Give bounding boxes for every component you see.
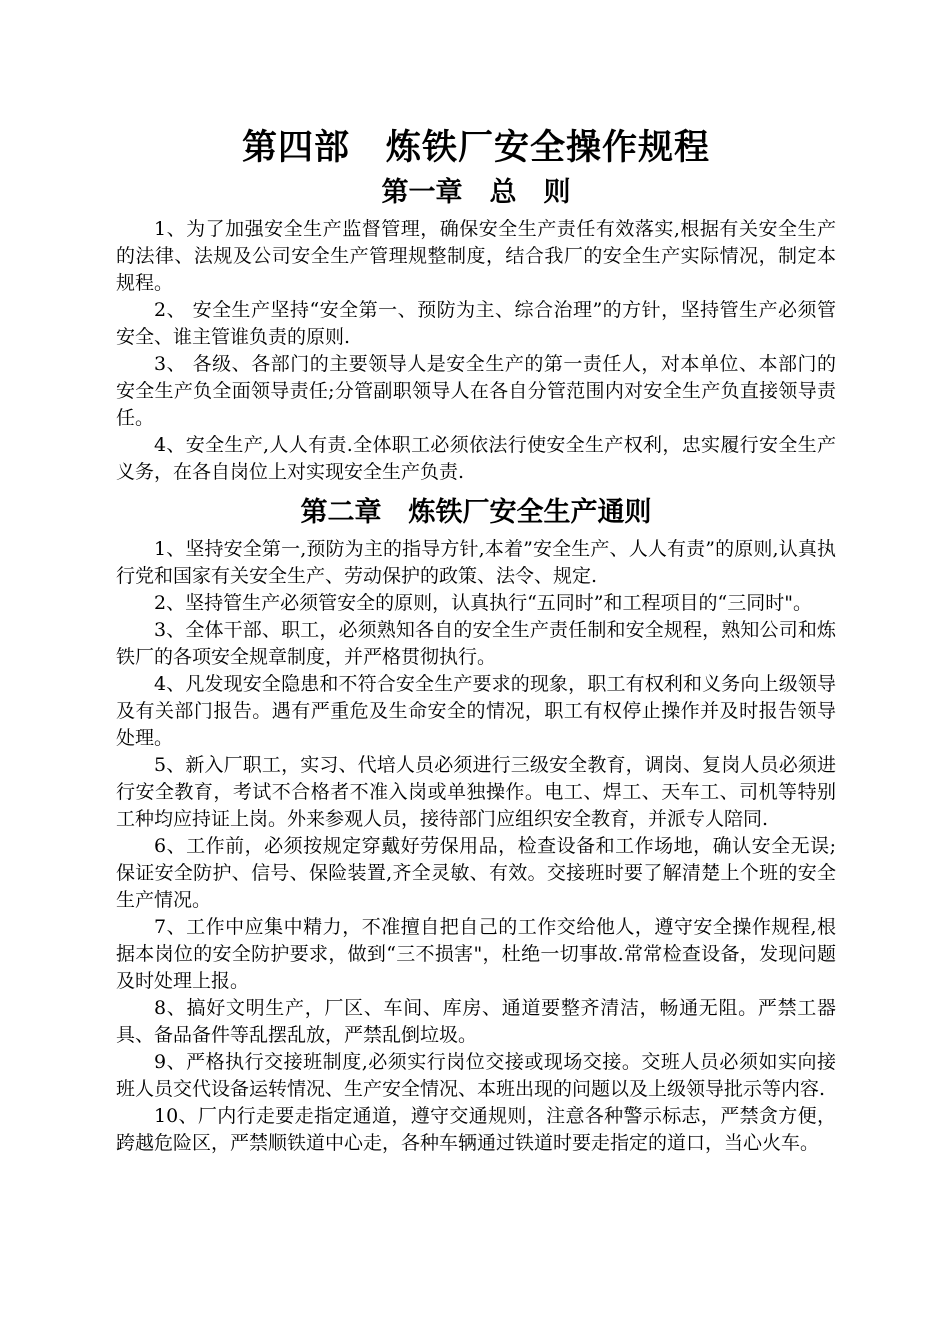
chapter-2 [116,494,836,1157]
chapter-1-paragraph-1: 1、为了加强安全生产监督管理，确保安全生产责任有效落实,根据有关安全生产的法律、法规及公司安全生产管理规整制度，结合我厂的安全生产实际情况，制定本规程。 [116,218,836,294]
document-title: 第四部 炼铁厂安全操作规程 [241,128,710,168]
chapter-1-paragraph-3: 3、 各级、各部门的主要领导人是安全生产的第一责任人，对本单位、本部门的安全生产负全面领导责任;分管副职领导人在各自分管范围内对安全生产负直接领导责任。 [116,353,836,429]
chapter-1-paragraph-4: 4、安全生产,人人有责.全体职工必须依法行使安全生产权利，忠实履行安全生产义务，在各自岗位上对实现安全生产负责. [116,434,836,483]
chapter-2-paragraph-7: 7、工作中应集中精力，不准擅自把自己的工作交给他人，遵守安全操作规程,根据本岗位的安全防护要求，做到“三不损害"，杜绝一切事故.常常检查设备，发现问题及时处理上报。 [116,916,836,992]
chapter-2-paragraph-1: 1、坚持安全第一,预防为主的指导方针,本着”安全生产、人人有责”的原则,认真执行党和国家有关安全生产、劳动保护的政策、法令、规定. [116,538,836,587]
chapter-2-paragraph-6: 6、工作前，必须按规定穿戴好劳保用品，检查设备和工作场地，确认安全无误;保证安全防护、信号、保险装置,齐全灵敏、有效。交接班时要了解清楚上个班的安全生产情况。 [116,835,836,911]
chapter-2-paragraph-10: 10、厂内行走要走指定通道，遵守交通规则，注意各种警示标志，严禁贪方便，跨越危险区，严禁顺铁道中心走，各种车辆通过铁道时要走指定的道口，当心火车。 [116,1105,836,1154]
chapter-2-paragraph-5: 5、新入厂职工，实习、代培人员必须进行三级安全教育，调岗、复岗人员必须进行安全教育，考试不合格者不准入岗或单独操作。电工、焊工、天车工、司机等特别工种均应持证上岗。外来参观人员，接待部门应组织安全教育，并派专人陪同. [116,754,836,830]
chapter-1-paragraph-2: 2、 安全生产坚持“安全第一、预防为主、综合治理”的方针，坚持管生产必须管安全、谁主管谁负责的原则. [116,299,836,348]
chapter-2-paragraph-9: 9、严格执行交接班制度,必须实行岗位交接或现场交接。交班人员必须如实向接班人员交代设备运转情况、生产安全情况、本班出现的问题以及上级领导批示等内容. [116,1051,836,1100]
chapter-2-paragraph-8: 8、搞好文明生产，厂区、车间、库房、通道要整齐清洁，畅通无阻。严禁工器具、备品备件等乱摆乱放，严禁乱倒垃圾。 [116,997,836,1046]
chapter-1 [116,174,836,486]
chapter-2-paragraph-2: 2、坚持管生产必须管安全的原则，认真执行“五同时”和工程项目的“三同时"。 [154,592,812,614]
chapter-2-title: 第二章 炼铁厂安全生产通则 [300,497,652,528]
chapter-1-title: 第一章 总 则 [381,177,571,208]
chapter-2-paragraph-4: 4、凡发现安全隐患和不符合安全生产要求的现象，职工有权利和义务向上级领导及有关部门报告。遇有严重危及生命安全的情况，职工有权停止操作并及时报告领导处理。 [116,673,836,749]
document-page [116,118,836,1157]
chapter-2-paragraph-3: 3、全体干部、职工，必须熟知各自的安全生产责任制和安全规程，熟知公司和炼铁厂的各项安全规章制度，并严格贯彻执行。 [116,619,836,668]
